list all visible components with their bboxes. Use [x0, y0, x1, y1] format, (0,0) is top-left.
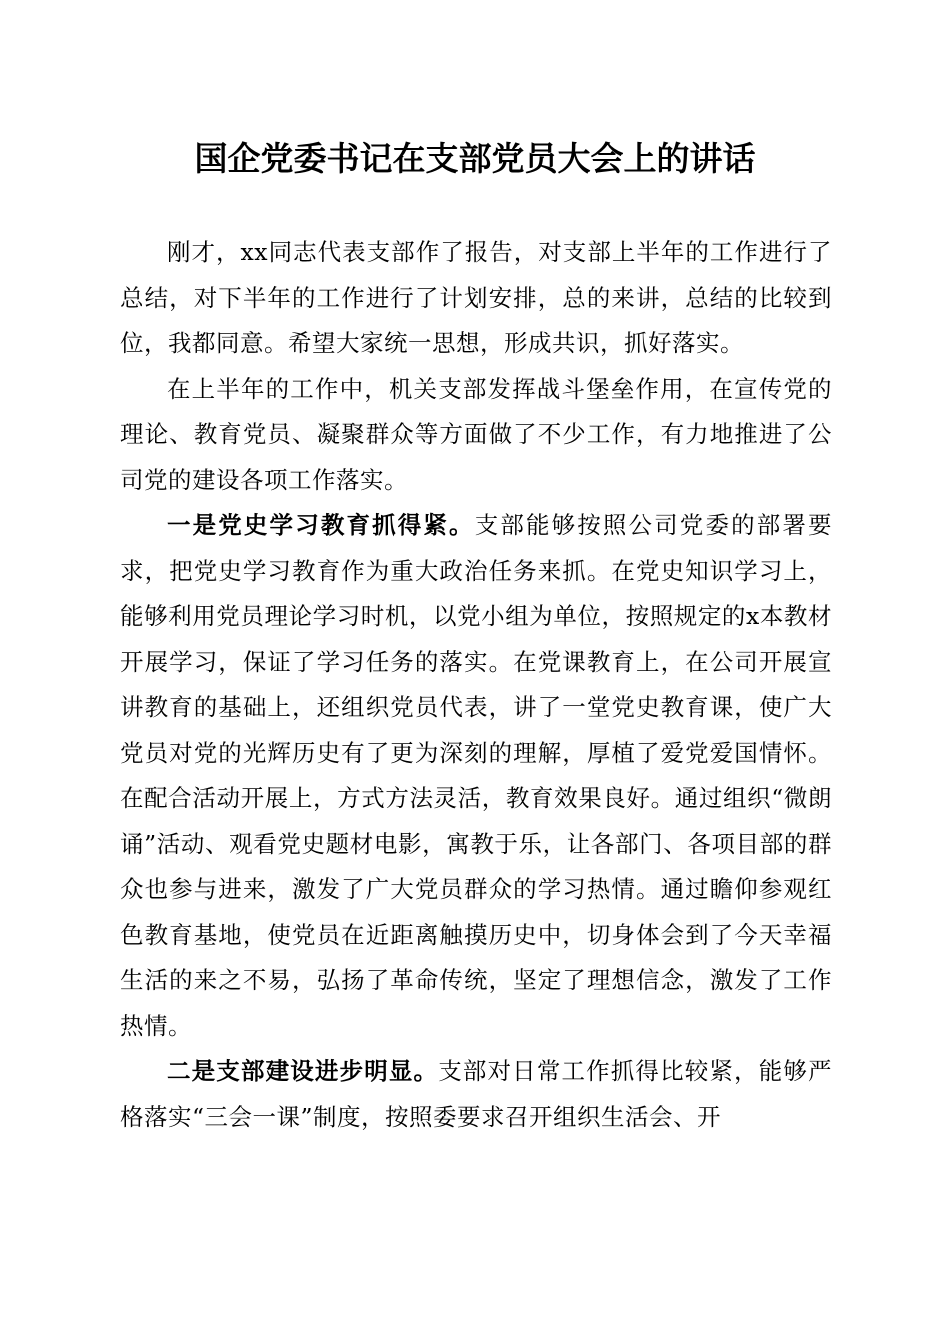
- document-body: [120, 230, 832, 1140]
- document-title: 国企党委书记在支部党员大会上的讲话: [194, 139, 756, 178]
- paragraph-text: 刚才，xx同志代表支部作了报告，对支部上半年的工作进行了总结，对下半年的工作进行了计划安排，总的来讲，总结的比较到位，我都同意。希望大家统一思想，形成共识，抓好落实。: [120, 238, 832, 357]
- paragraph-text: 支部能够按照公司党委的部署要求，把党史学习教育作为重大政治任务来抓。在党史知识学习上，能够利用党员理论学习时机，以党小组为单位，按照规定的x本教材开展学习，保证了学习任务的落实。在党课教育上，在公司开展宣讲教育的基础上，还组织党员代表，讲了一堂党史教育课，使广大党员对党的光辉历史有了更为深刻的理解，厚植了爱党爱国情怀。在配合活动开展上，方式方法灵活，教育效果良好。通过组织“微朗诵”活动、观看党史题材电影，寓教于乐，让各部门、各项目部的群众也参与进来，激发了广大党员群众的学习热情。通过瞻仰参观红色教育基地，使党员在近距离触摸历史中，切身体会到了今天幸福生活的来之不易，弘扬了革命传统，坚定了理想信念，激发了工作热情。: [120, 511, 833, 1040]
- paragraph-point-two: [120, 1049, 832, 1140]
- paragraph-lead: 一是党史学习教育抓得紧。: [167, 511, 475, 539]
- paragraph-text: 在上半年的工作中，机关支部发挥战斗堡垒作用，在宣传党的理论、教育党员、凝聚群众等方面做了不少工作，有力地推进了公司党的建设各项工作落实。: [120, 374, 832, 494]
- paragraph-point-one: [120, 503, 832, 1049]
- paragraph-summary: [120, 367, 832, 504]
- paragraph-text: 支部对日常工作抓得比较紧，能够严格落实“三会一课”制度，按照委要求召开组织生活会、开: [120, 1057, 833, 1131]
- paragraph-lead: 二是支部建设进步明显。: [167, 1057, 439, 1085]
- paragraph-opening: [120, 230, 832, 367]
